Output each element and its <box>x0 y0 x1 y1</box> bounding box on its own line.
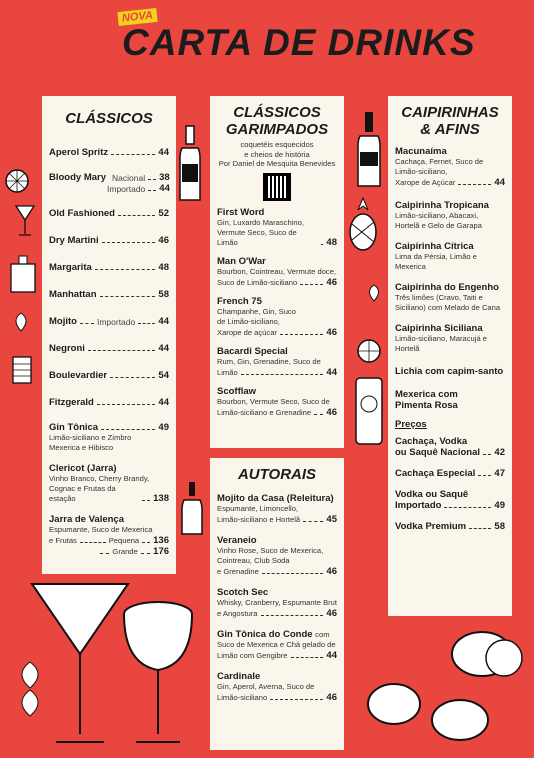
menu-item: French 75 Champanhe, Gin, Suco de Limão-siciliano, Xarope de açúcar 46 <box>217 295 337 338</box>
garimpados-card <box>210 96 344 448</box>
menu-item: Aperol Spritz 44 <box>49 147 169 158</box>
section-note: coquetéis esquecidos e cheios de história Por Daniel de Mesquita Benevides <box>218 140 336 168</box>
page-title: CARTA DE DRINKS <box>122 22 476 63</box>
lemon-slice-icon <box>356 338 382 364</box>
lemon-slice-icon <box>4 168 30 194</box>
menu-item: Old Fashioned 52 <box>49 208 169 219</box>
menu-item: Fitzgerald 44 <box>49 397 169 408</box>
menu-item: Macunaíma Cachaça, Fernet, Suco de Limão-siciliano, Xarope de Açúcar 44 <box>395 146 505 188</box>
glass-illustration-icon <box>10 354 34 386</box>
caipirinhas-card <box>388 96 512 616</box>
pineapple-illustration-icon <box>344 196 382 254</box>
menu-item: Mojito Importado 44 <box>49 316 169 327</box>
section-title: CLÁSSICOS GARIMPADOS <box>225 104 329 138</box>
precos-label: Preços <box>395 419 427 430</box>
menu-item: Caipirinha Cítrica Lima da Pérsia, Limão e Mexerica <box>395 241 477 271</box>
classicos-card <box>42 96 176 574</box>
menu-item: Gin Tônica 49 Limão-siciliano e Zimbro Mexerica e Hibisco <box>49 422 169 452</box>
mint-leaf-icon <box>10 312 32 332</box>
section-title: CAIPIRINHAS & AFINS <box>401 104 499 138</box>
menu-item: Scotch Sec Whisky, Cranberry, Espumante Brut e Angostura 46 <box>217 587 337 619</box>
champagne-bottle-icon <box>178 480 206 538</box>
mint-leaves-icon <box>10 660 50 720</box>
tiki-glass-icon <box>352 374 386 448</box>
menu-item: Caipirinha Tropicana Limão-siciliano, Abacaxi, Hortelã e Gelo de Garapa <box>395 200 489 230</box>
menu-item: Margarita 48 <box>49 262 169 273</box>
section-title: CLÁSSICOS <box>65 110 153 127</box>
menu-item: Man O'War Bourbon, Cointreau, Vermute doce, Suco de Limão-siciliano 46 <box>217 255 337 288</box>
price-item: Cachaça Especial 47 <box>395 468 505 479</box>
autorais-card <box>210 458 344 750</box>
menu-item: Gin Tônica do Conde com Suco de Mexerica e Chá gelado de Limão com Gengibre 44 <box>217 629 337 661</box>
menu-item: Cardinale Gin, Aperol, Averna, Suco de Limão-siciliano 46 <box>217 671 337 703</box>
martini-glasses-icon <box>28 574 208 752</box>
price-item: Vodka Premium 58 <box>395 521 505 532</box>
menu-item: Caipirinha Siciliana Limão-siciliano, Maracujá e Hortelã <box>395 323 488 353</box>
menu-item: Clericot (Jarra) Vinho Branco, Cherry Brandy, Cognac e Frutas da estação 138 <box>49 463 169 504</box>
menu-item: Lichia com capim-santo <box>395 366 504 377</box>
price-item: Cachaça, Vodka ou Saquê Nacional 42 <box>395 436 505 458</box>
menu-item: Veraneio Vinho Rose, Suco de Mexerica, Cointreau, Club Soda e Grenadine 46 <box>217 535 337 577</box>
menu-item: Boulevardier 54 <box>49 370 169 381</box>
menu-item: Jarra de Valença Espumante, Suco de Mexerica e Frutas Pequena 136 Grande 176 <box>49 514 170 557</box>
bottle-illustration-icon <box>176 124 204 204</box>
new-badge: NOVA <box>117 8 157 26</box>
section-title: AUTORAIS <box>237 466 317 483</box>
header <box>0 0 534 90</box>
menu-item: Bloody Mary Nacional 38 Importado 44 <box>49 172 170 194</box>
menu-item: Mojito da Casa (Releitura) Espumante, Limoncello, Limão-siciliano e Hortelã 45 <box>217 493 337 525</box>
lemons-illustration-icon <box>364 624 532 754</box>
menu-item: Bacardi Special Rum, Gin, Grenadine, Suco de Limão 44 <box>217 345 337 378</box>
menu-item: Dry Martini 46 <box>49 235 169 246</box>
menu-item: First Word Gin, Luxardo Maraschino, Vermute Seco, Suco de Limão 48 <box>217 206 337 248</box>
mint-leaf-icon <box>364 284 384 302</box>
tequila-bottle-icon <box>8 254 38 294</box>
qr-code-icon[interactable] <box>263 173 291 201</box>
menu-item: Negroni 44 <box>49 343 169 354</box>
price-item: Vodka ou Saquê Importado 49 <box>395 489 505 511</box>
menu-item: Manhattan 58 <box>49 289 169 300</box>
bottle-illustration-icon <box>354 110 384 190</box>
cocktail-glass-icon <box>14 204 36 238</box>
menu-item: Caipirinha do Engenho Três limões (Cravo, Taiti e Siciliano) com Melado de Cana <box>395 282 501 312</box>
menu-item: Scofflaw Bourbon, Vermute Seco, Suco de Limão-siciliano e Grenadine 46 <box>217 385 337 418</box>
menu-item: Mexerica com Pimenta Rosa <box>395 389 458 411</box>
